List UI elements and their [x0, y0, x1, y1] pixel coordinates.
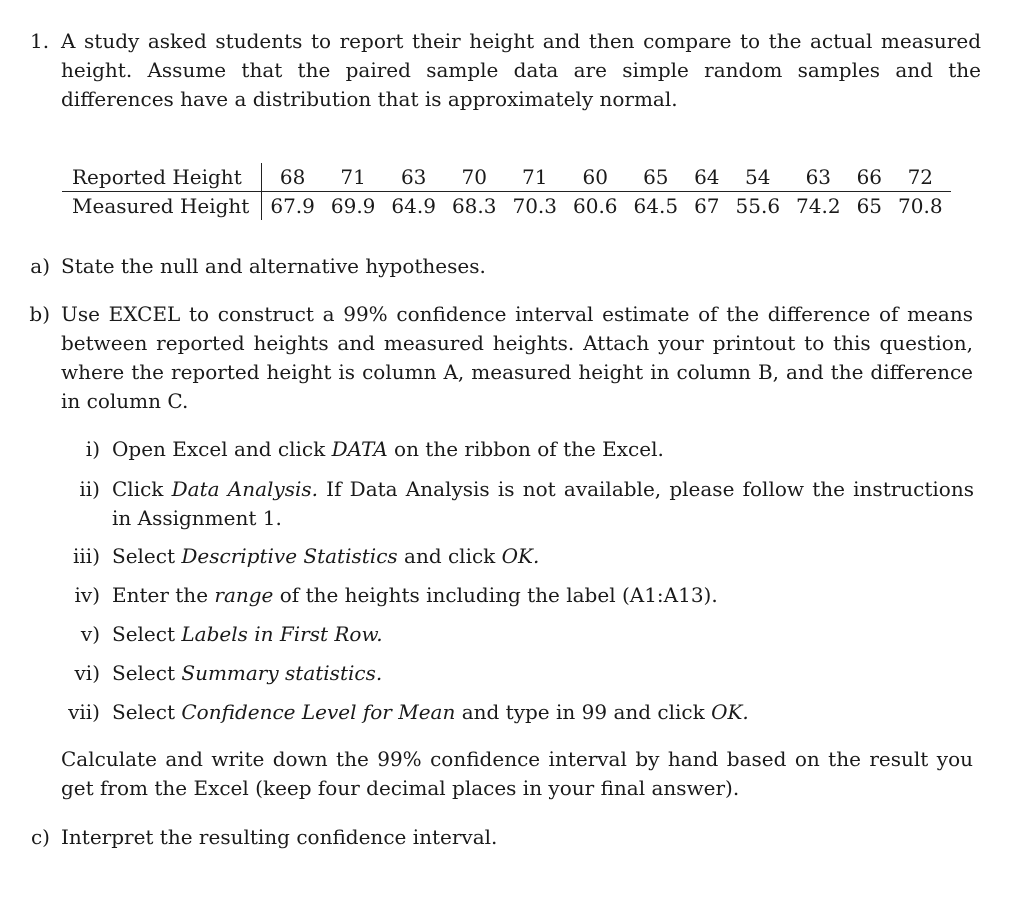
question-number: 1.	[30, 29, 50, 53]
table-cell: 60	[565, 163, 626, 192]
step-2: Click Data Analysis. If Data Analysis is not available, please follow the instructions in Assignment 1.	[112, 477, 974, 530]
step-7: Select Confidence Level for Mean and type in 99 and click OK.	[112, 700, 749, 724]
step-mark: i)	[85, 437, 100, 461]
table-cell: 64	[686, 163, 727, 192]
part-c-text: Interpret the resulting confidence interval.	[61, 825, 498, 849]
table-cell: 66	[849, 163, 890, 192]
table-cell: 65	[626, 163, 687, 192]
step-mark: ii)	[79, 477, 100, 501]
step-6: Select Summary statistics.	[112, 661, 383, 685]
table-cell: 55.6	[735, 194, 781, 218]
step-mark: iii)	[73, 544, 100, 568]
part-b-mark: b)	[29, 302, 50, 326]
measured-label: Measured Height	[62, 192, 262, 221]
table-cell: 70	[444, 163, 505, 192]
part-b-closing: Calculate and write down the 99% confidence interval by hand based on the result you get from the Excel (keep four decimal places in your final answer).	[61, 747, 973, 800]
table-cell: 64.5	[633, 194, 679, 218]
step-mark: iv)	[74, 583, 100, 607]
part-b-text: Use EXCEL to construct a 99% confidence interval estimate of the difference of means between reported heights and measured heights. Attach your printout to this question, where the reported height is column A, measured height in column B, and the difference in column C.	[61, 302, 973, 413]
table-cell: 74.2	[796, 194, 841, 218]
table-cell: 71	[323, 163, 384, 192]
part-a-mark: a)	[30, 254, 50, 278]
step-3: Select Descriptive Statistics and click OK.	[112, 544, 540, 568]
table-cell: 54	[728, 163, 789, 192]
reported-label: Reported Height	[62, 163, 262, 192]
step-4: Enter the range of the heights including the label (A1:A13).	[112, 583, 718, 607]
table-cell: 70.3	[512, 194, 557, 218]
table-cell: 69.9	[330, 194, 376, 218]
reported-row	[62, 163, 951, 192]
table-cell: 63	[788, 163, 849, 192]
height-data-table	[62, 163, 951, 220]
step-5: Select Labels in First Row.	[112, 622, 383, 646]
table-cell: 63	[383, 163, 444, 192]
table-cell: 68	[262, 163, 323, 192]
step-mark: vii)	[68, 700, 100, 724]
part-c-mark: c)	[30, 825, 50, 849]
measured-row	[62, 192, 951, 221]
step-1: Open Excel and click DATA on the ribbon of the Excel.	[112, 437, 664, 461]
question-text: A study asked students to report their height and then compare to the actual measured height. Assume that the paired sample data are simple random samples and the differences have a distribution that is approximately normal.	[61, 29, 981, 111]
table-cell: 70.8	[898, 194, 943, 218]
step-mark: vi)	[74, 661, 100, 685]
table-cell: 65	[856, 194, 883, 218]
table-cell: 67	[694, 194, 720, 218]
table-cell: 71	[504, 163, 565, 192]
table-cell: 67.9	[270, 194, 315, 218]
table-cell: 72	[890, 163, 951, 192]
table-cell: 68.3	[451, 194, 497, 218]
table-cell: 64.9	[391, 194, 436, 218]
table-cell: 60.6	[573, 194, 618, 218]
part-a-text: State the null and alternative hypotheses.	[61, 254, 486, 278]
step-mark: v)	[80, 622, 100, 646]
